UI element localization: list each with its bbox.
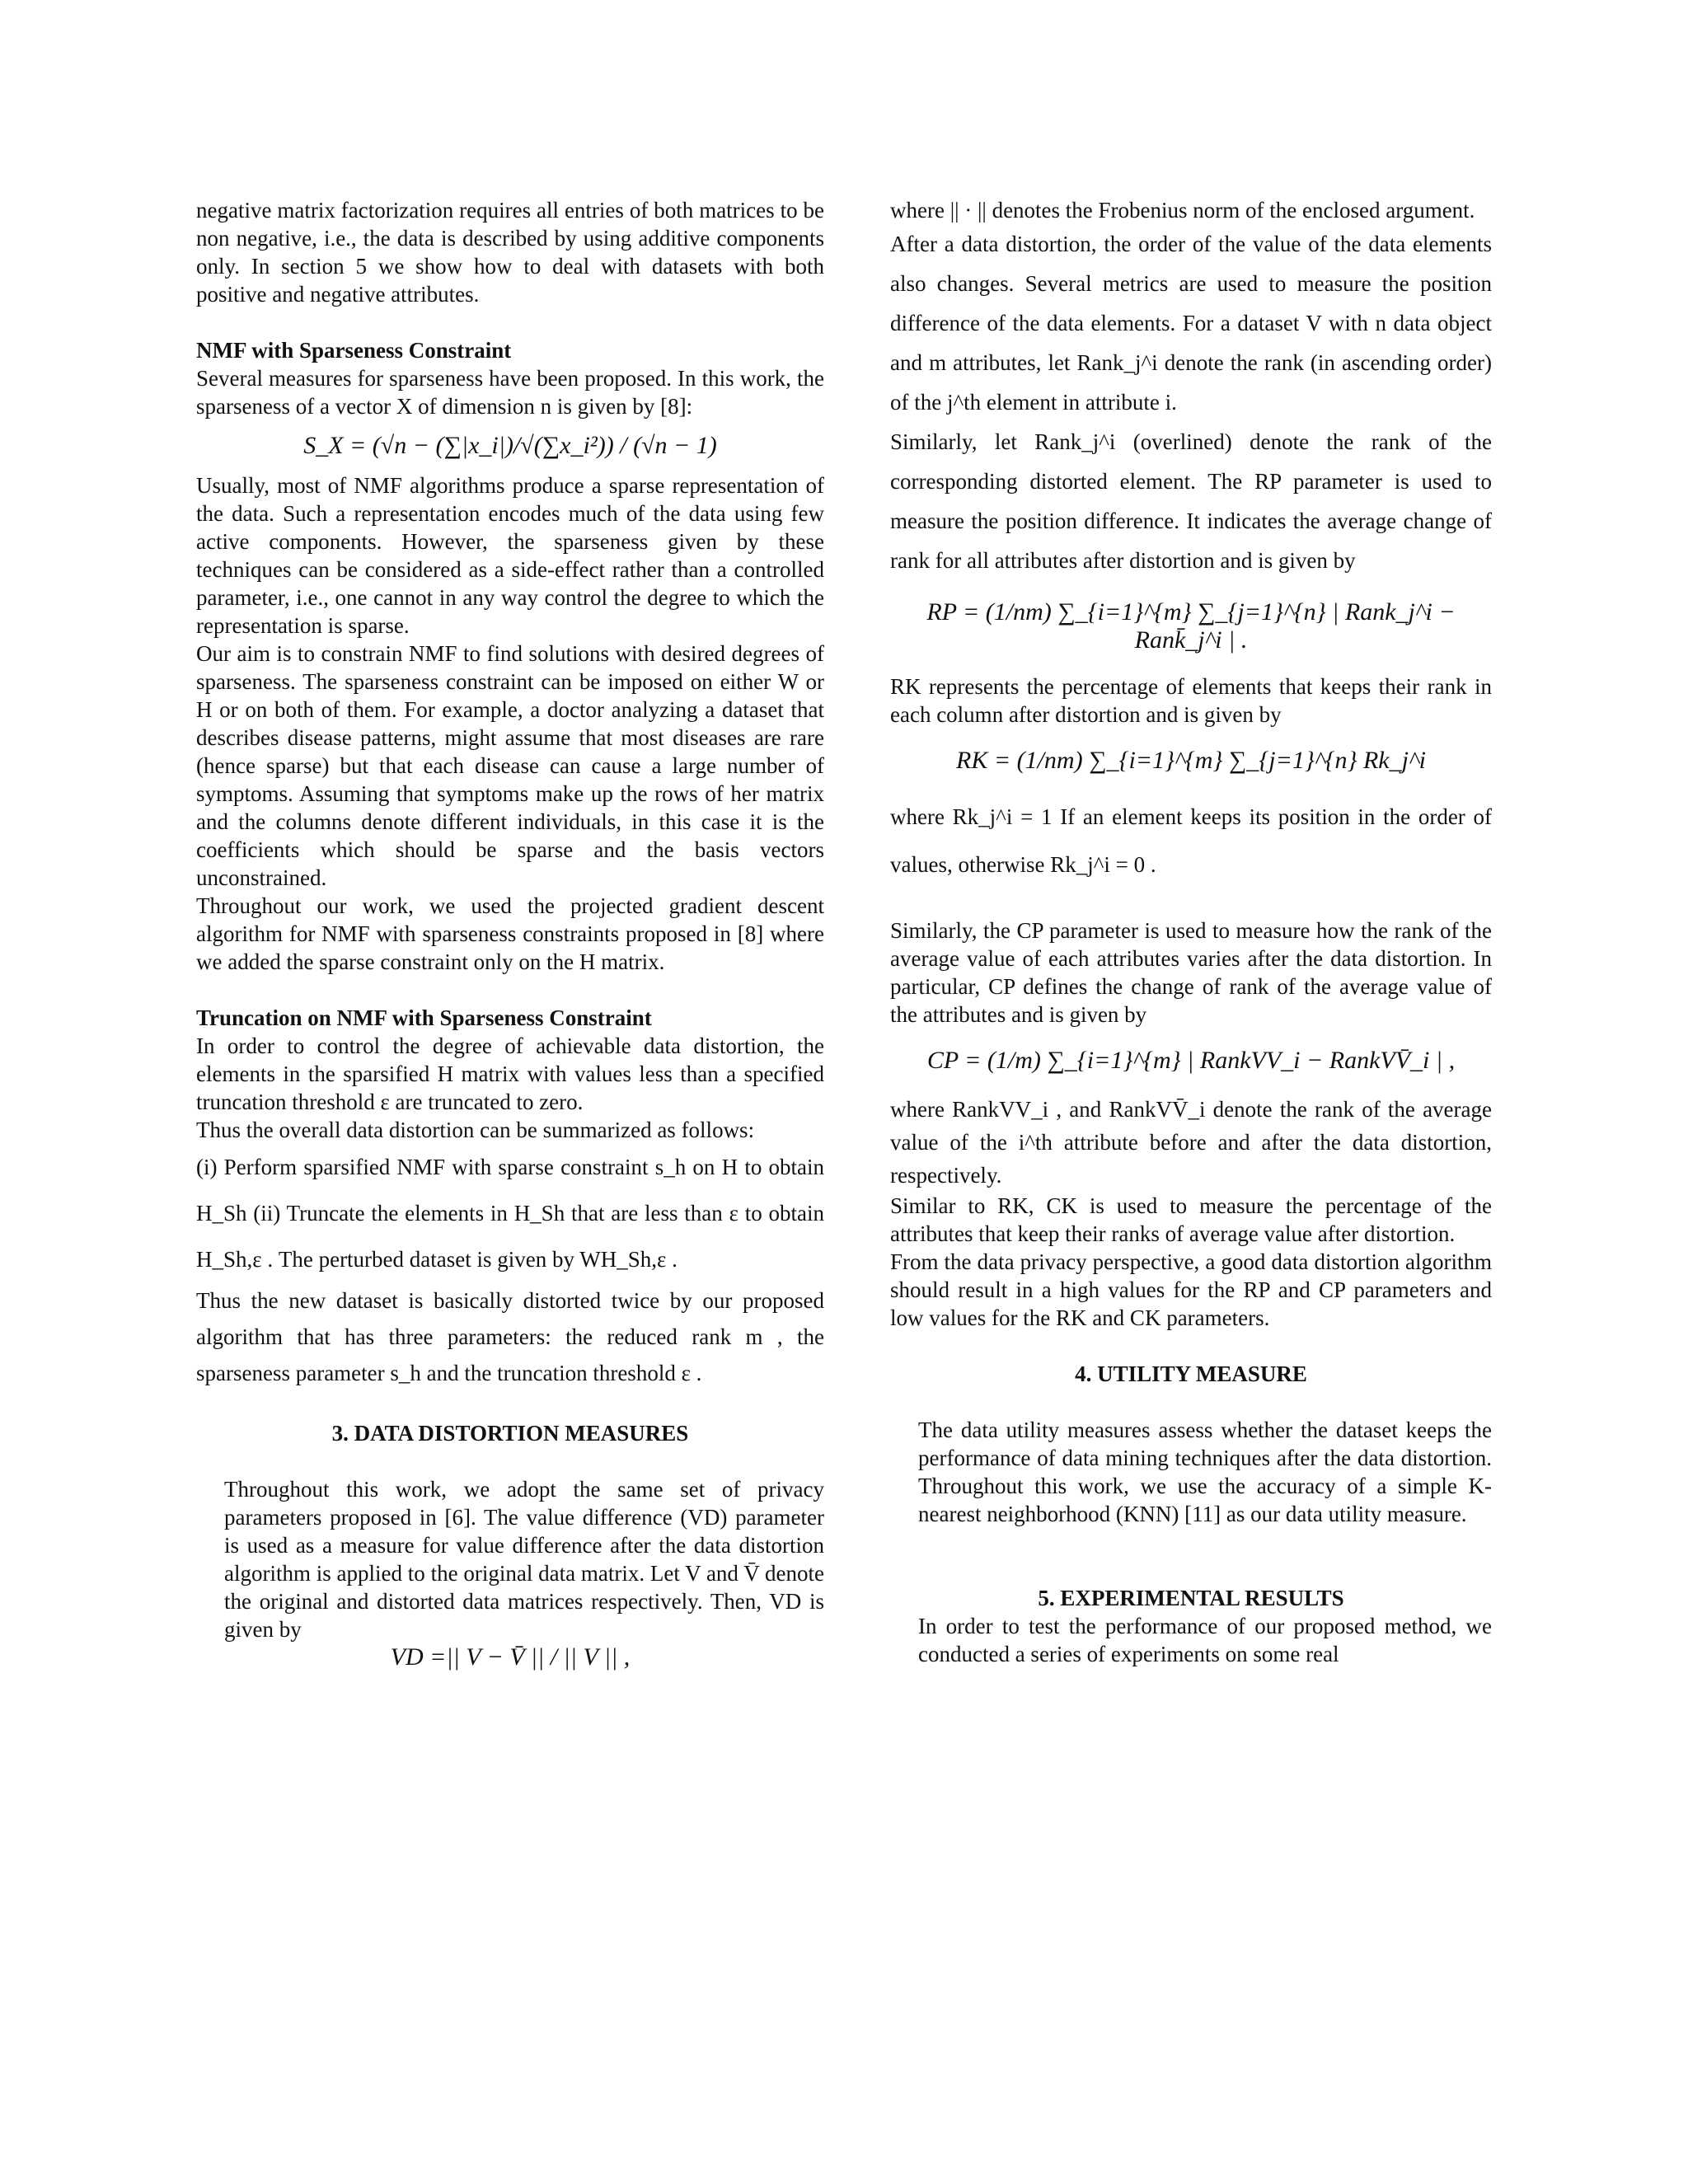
right-column	[890, 196, 1492, 1668]
paragraph: The data utility measures assess whether the dataset keeps the performance of data mining techniques after the data distortion. Throughout this work, we use the accuracy of a simple K-nearest neighborhood (KNN) [11] as our data utility measure.	[918, 1418, 1492, 1526]
left-column	[196, 196, 824, 1671]
paragraph: After a data distortion, the order of the value of the data elements also changes. Several metrics are used to measure the position difference of the data elements. For a dataset V with n data object and m attributes, let Rank_j^i denote the rank (in ascending order) of the j^th element in attribute i.	[890, 232, 1492, 415]
paragraph: where || · || denotes the Frobenius norm of the enclosed argument.	[890, 198, 1475, 223]
section-heading-3: 3. DATA DISTORTION MEASURES	[331, 1421, 689, 1446]
section-heading-4: 4. UTILITY MEASURE	[1075, 1361, 1307, 1386]
paragraph: negative matrix factorization requires all entries of both matrices to be non negative, i.e., the data is described by using additive components only. In section 5 we show how to deal with datasets with both positive and negative attributes.	[196, 198, 824, 307]
paragraph: Similarly, the CP parameter is used to measure how the rank of the average value of each attributes varies after the data distortion. In particular, CP defines the change of rank of the average value of the attributes and is given by	[890, 918, 1492, 1027]
paragraph: RK represents the percentage of elements that keeps their rank in each column after distortion and is given by	[890, 674, 1492, 727]
paragraph: Similarly, let Rank_j^i (overlined) denote the rank of the corresponding distorted element. The RP parameter is used to measure the position difference. It indicates the average change of rank for all attributes after distortion and is given by	[890, 429, 1492, 573]
equation-rp: RP = (1/nm) ∑_{i=1}^{m} ∑_{j=1}^{n} | Rank_j^i − Rank̄_j^i | .	[926, 598, 1456, 654]
subheading-nmf-sparseness: NMF with Sparseness Constraint	[196, 338, 512, 363]
paragraph: where RankVV_i , and RankVV̄_i denote the rank of the average value of the i^th attribute before and after the data distortion, respectively.	[890, 1097, 1492, 1188]
equation-sparseness: S_X = (√n − (∑|x_i|)/√(∑x_i²)) / (√n − 1)	[303, 432, 717, 459]
subheading-truncation: Truncation on NMF with Sparseness Constraint	[196, 1005, 652, 1030]
equation-cp: CP = (1/m) ∑_{i=1}^{m} | RankVV_i − RankVV̄_i | ,	[926, 1047, 1456, 1074]
paragraph: In order to control the degree of achievable data distortion, the elements in the sparsified H matrix with values less than a specified truncation threshold ε are truncated to zero.	[196, 1033, 824, 1114]
paragraph: Usually, most of NMF algorithms produce a sparse representation of the data. Such a representation encodes much of the data using few active components. However, the sparseness given by these techniques can be considered as a side-effect rather than a controlled parameter, i.e., one cannot in any way control the degree to which the representation is sparse.	[196, 473, 824, 638]
equation-vd: VD =|| V − V̄ || / || V || ,	[390, 1643, 631, 1671]
paragraph: In order to test the performance of our proposed method, we conducted a series of experiments on some real	[918, 1614, 1492, 1666]
equation-rk: RK = (1/nm) ∑_{i=1}^{m} ∑_{j=1}^{n} Rk_j^i	[956, 747, 1426, 774]
paragraph: Our aim is to constrain NMF to find solutions with desired degrees of sparseness. The sparseness constraint can be imposed on either W or H or on both of them. For example, a doctor analyzing a dataset that describes disease patterns, might assume that most diseases are rare (hence sparse) but that each disease can cause a large number of symptoms. Assuming that symptoms make up the rows of her matrix and the columns denote different individuals, in this case it is the coefficients which should be sparse and the basis vectors unconstrained.	[196, 641, 824, 890]
paragraph: Thus the overall data distortion can be summarized as follows:	[196, 1118, 755, 1142]
paragraph: Throughout this work, we adopt the same set of privacy parameters proposed in [6]. The value difference (VD) parameter is used as a measure for value difference after the data distortion algorithm is applied to the original data matrix. Let V and V̄ denote the original and distorted data matrices respectively. Then, VD is given by	[224, 1477, 824, 1642]
paragraph: where Rk_j^i = 1 If an element keeps its position in the order of values, otherwise Rk_j^i = 0 .	[890, 804, 1492, 877]
paragraph: From the data privacy perspective, a good data distortion algorithm should result in a high values for the RP and CP parameters and low values for the RK and CK parameters.	[890, 1249, 1492, 1330]
section-heading-5: 5. EXPERIMENTAL RESULTS	[1038, 1586, 1344, 1610]
paragraph: Thus the new dataset is basically distorted twice by our proposed algorithm that has three parameters: the reduced rank m , the sparseness parameter s_h and the truncation threshold ε .	[196, 1288, 824, 1385]
paragraph: Similar to RK, CK is used to measure the percentage of the attributes that keep their ranks of average value after distortion.	[890, 1193, 1492, 1246]
paragraph: (i) Perform sparsified NMF with sparse constraint s_h on H to obtain H_Sh (ii) Truncate the elements in H_Sh that are less than ε to obtain H_Sh,ε . The perturbed dataset is given by WH_Sh,ε .	[196, 1155, 824, 1272]
paragraph: Several measures for sparseness have been proposed. In this work, the sparseness of a vector X of dimension n is given by [8]:	[196, 366, 824, 419]
paragraph: Throughout our work, we used the projected gradient descent algorithm for NMF with sparseness constraints proposed in [8] where we added the sparse constraint only on the H matrix.	[196, 893, 824, 974]
